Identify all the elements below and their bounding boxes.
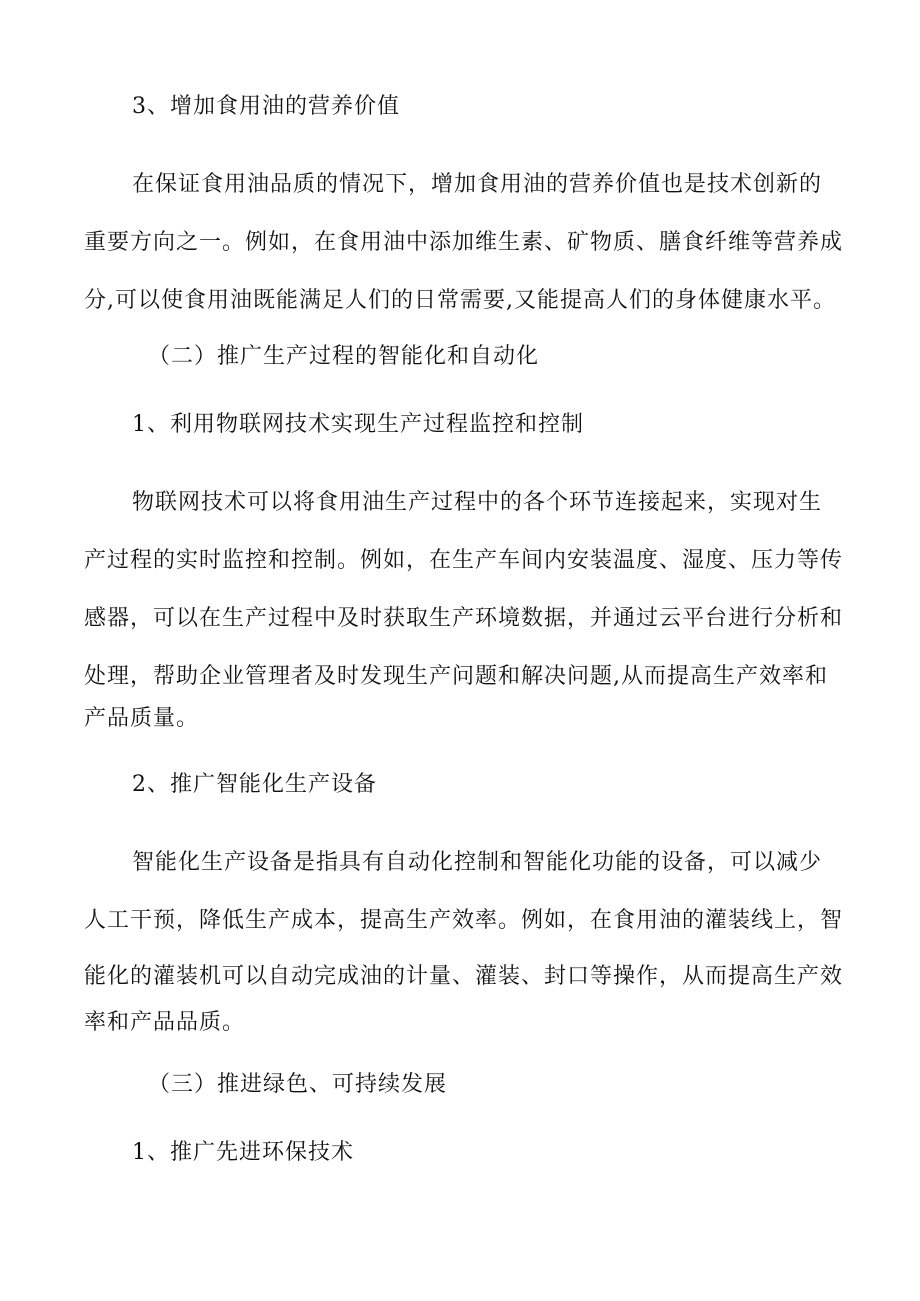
subheading-nutrition: 3、增加食用油的营养价值 bbox=[132, 94, 400, 119]
section-heading-intelligent: （二）推广生产过程的智能化和自动化 bbox=[148, 344, 540, 369]
section-heading-green: （三）推进绿色、可持续发展 bbox=[148, 1072, 448, 1097]
paragraph-line: 处理，帮助企业管理者及时发现生产问题和解决问题,从而提高生产效率和 bbox=[84, 664, 828, 689]
paragraph-line: 率和产品品质。 bbox=[84, 1010, 246, 1035]
subheading-smart-equipment: 2、推广智能化生产设备 bbox=[132, 772, 377, 797]
paragraph-line: 在保证食用油品质的情况下，增加食用油的营养价值也是技术创新的 bbox=[132, 172, 823, 197]
paragraph-line: 智能化生产设备是指具有自动化控制和智能化功能的设备，可以减少 bbox=[132, 850, 823, 875]
paragraph-line: 产品质量。 bbox=[84, 706, 200, 731]
paragraph-line: 产过程的实时监控和控制。例如，在生产车间内安装温度、湿度、压力等传 bbox=[84, 548, 844, 573]
paragraph-line: 物联网技术可以将食用油生产过程中的各个环节连接起来，实现对生 bbox=[132, 490, 823, 515]
subheading-environmental: 1、推广先进环保技术 bbox=[132, 1140, 354, 1165]
subheading-iot: 1、利用物联网技术实现生产过程监控和控制 bbox=[132, 412, 584, 437]
paragraph-line: 感器，可以在生产过程中及时获取生产环境数据，并通过云平台进行分析和 bbox=[84, 606, 844, 631]
paragraph-line: 分,可以使食用油既能满足人们的日常需要,又能提高人们的身体健康水平。 bbox=[84, 288, 836, 313]
paragraph-line: 重要方向之一。例如，在食用油中添加维生素、矿物质、膳食纤维等营养成 bbox=[84, 230, 844, 255]
paragraph-line: 人工干预，降低生产成本，提高生产效率。例如，在食用油的灌装线上，智 bbox=[84, 908, 844, 933]
paragraph-line: 能化的灌装机可以自动完成油的计量、灌装、封口等操作，从而提高生产效 bbox=[84, 964, 844, 989]
